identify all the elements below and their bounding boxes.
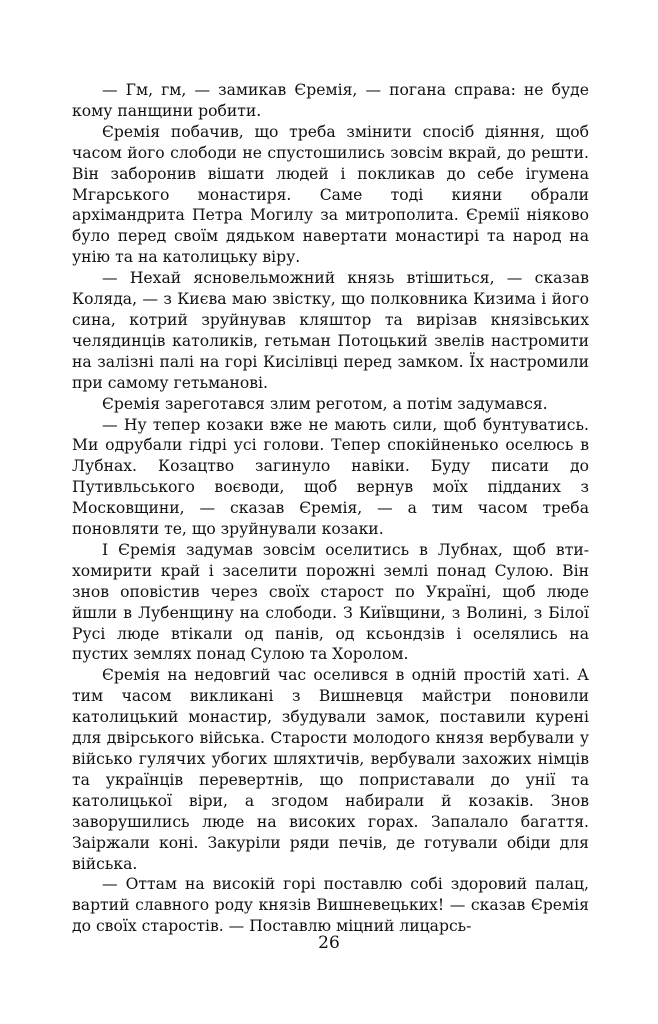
- page-number: 26: [318, 933, 340, 953]
- paragraph: — Ну тепер козаки вже не мають сили, щоб бунтуватись. Ми одрубали гідрі усі голови. Тепер спокійненько оселюсь в Лубнах. Козацтво загинуло навіки. Буду писати до Путивльського воєводи, щоб вернув моїх підданих з Московщини, — сказав Єремія, — а тим часом треба поновляти те, що зруйнували козаки.: [72, 415, 589, 539]
- paragraph: Єремія зареготався злим реготом, а потім задумався.: [102, 394, 548, 413]
- paragraph: — Оттам на високій горі поставлю собі здоровий палац, вартий славного роду князів Вишневецьких! — сказав Єремія до своїх старостів. — Поставлю міцний лицарсь-: [72, 875, 589, 936]
- paragraph: І Єремія задумав зовсім оселитись в Лубнах, щоб втихомирити край і заселити порожні землі понад Сулою. Він знов оповістив через своїх старост по Україні, щоб люде йшли в Лубенщину на слободи. З Київщини, з Волині, з Білої Русі люде втікали од панів, од ксьондзів і оселялись на пустих землях понад Сулою та Хоролом.: [72, 540, 589, 664]
- paragraph: Єремія на недовгий час оселився в одній простій хаті. А тим часом викликані з Вишневця майстри поновили католицький монастир, збудували замок, поставили курені для двірського війська. Старости молодого князя вербували у військо гулячих убогих шляхтичів, вербували захожих німців та українців перевертнів, що поприставали до унії та католицької віри, а згодом набирали й козаків. Знов заворушились люде на високих горах. Запалало багаття. Заіржали коні. Закуріли ряди печів, де готували обіди для війська.: [72, 666, 589, 873]
- paragraph: — Нехай ясновельможний князь втішиться, — сказав Коляда, — з Києва маю звістку, що полковника Кизима і його сина, котрий зруйнував кляштор та вирізав князівських челядинців католиків, гетьман Потоцький звелів настромити на залізні палі на горі Кисілівці перед замком. Їх настромили при самому гетьманові.: [72, 269, 589, 392]
- body-text: [72, 80, 589, 937]
- paragraph: Єремія побачив, що треба змінити спосіб діяння, щоб часом його слободи не спустошились зовсім вкрай, до решти. Він заборонив вішати людей і покликав до себе ігумена Мгарського монастиря. Саме тоді кияни обрали архімандрита Петра Могилу за митрополита. Єремії ніяково було перед своїм дядьком навертати монастирі та народ на унію та на католицьку віру.: [72, 122, 589, 267]
- paragraph: — Гм, гм, — замикав Єремія, — погана справа: не буде кому панщини робити.: [72, 81, 589, 120]
